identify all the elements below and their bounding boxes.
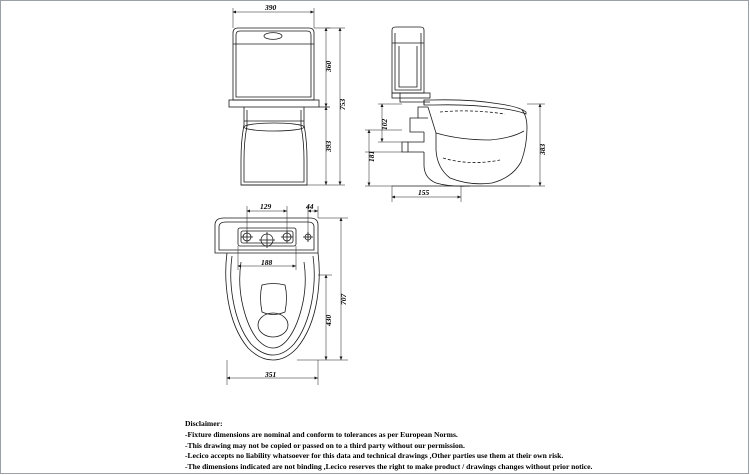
front-elevation-view: [229, 28, 319, 185]
dim-front-total-height: 753: [338, 98, 347, 110]
dim-plan-hole-spacing: 129: [260, 202, 272, 211]
dim-side-width: 155: [418, 188, 430, 197]
dim-front-bowl-height: 393: [324, 140, 333, 152]
disclaimer-block: [185, 419, 725, 473]
dim-plan-length-bowl: 430: [324, 314, 333, 326]
dim-plan-hole-edge: 44: [306, 202, 314, 211]
disclaimer-line-1: -Fixture dimensions are nominal and conform to tolerances as per European Norms.: [185, 429, 458, 439]
dim-side-seat-offset: 102: [380, 118, 389, 130]
side-section-view: [392, 27, 530, 186]
dim-plan-width-base: 351: [265, 370, 277, 379]
dim-front-cistern-height: 360: [324, 60, 333, 72]
disclaimer-line-2: -This drawing may not be copied or passed on to a third party without our permission.: [185, 440, 465, 450]
disclaimer-line-4: -The dimensions indicated are not binding ,Lecico reserves the right to make product / drawings changes without prior notice.: [185, 462, 593, 472]
dim-plan-length-total: 707: [339, 293, 348, 305]
plan-view: [215, 218, 319, 360]
dim-plan-inner-width: 188: [261, 258, 273, 267]
dim-side-pan-depth: 383: [538, 143, 547, 155]
dim-side-outlet-height: 181: [367, 150, 376, 162]
disclaimer-line-3: -Lecico accepts no liability whatsoever for this data and technical drawings ,Other parties use them at their own risk.: [185, 451, 564, 461]
dimension-lines-side: [365, 104, 545, 202]
disclaimer-title: Disclaimer:: [185, 419, 223, 428]
dimension-lines-front: [233, 8, 345, 185]
dim-front-width-top: 390: [265, 3, 277, 12]
